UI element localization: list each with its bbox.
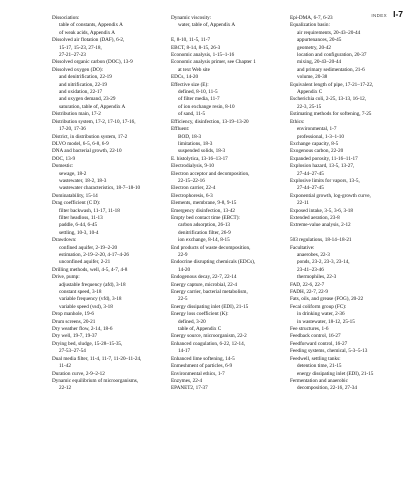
index-entry: table of, Appendix C (178, 326, 222, 333)
index-entry: limitations, 18-3 (178, 140, 213, 147)
index-entry: 17-20, 17-36 (59, 126, 86, 133)
index-entry: 15-17, 15-23, 27-18, (59, 44, 102, 51)
index-entry: Effluent: (171, 126, 190, 133)
index-entry: saturation, table of, Appendix A (59, 103, 126, 110)
index-entry: and denitrification, 22-19 (59, 74, 112, 81)
index-entry: and nitrification, 22-19 (59, 81, 107, 88)
index-entry: Elements, membrane, 9-8, 9-15 (171, 200, 237, 207)
index-entry: Dissociation: (52, 15, 80, 21)
index-entry: Feedback control, 16-27 (290, 333, 341, 340)
index-entry: Endogenous decay, 22-7, 22-14 (171, 274, 237, 281)
index-entry: Electrodialysis, 9-10 (171, 163, 214, 170)
index-entry: 23-41–23-46 (297, 266, 324, 273)
index-entry: and primary sedimentation, 21-6 (297, 66, 365, 73)
index-entry: Dry well, 19-7, 19-37 (52, 333, 98, 340)
index-entry: EBCT, 8-14, 8-15, 26-3 (171, 44, 221, 51)
index-entry: variable speed (vsd), 3-18 (59, 303, 113, 310)
index-entry: 27-44–27-45 (297, 185, 324, 192)
index-entry: geometry, 20-42 (297, 44, 331, 51)
index-entry: 22-3, 25-15 (297, 103, 322, 110)
index-entry: table of constants, Appendix A (59, 22, 123, 29)
index-entry: Dominatability, 15-14 (52, 192, 98, 199)
index-entry: E, 8-10, 11-5, 11-7 (171, 37, 211, 44)
index-entry: Distribution system, 17-2, 17-10, 17-16, (52, 118, 136, 125)
index-entry: decomposition, 22-16, 27-34 (297, 385, 357, 392)
index-entry: Dynamic equilibrium of microorganisms, (52, 377, 139, 384)
index-entry: Dual media filter, 11-4, 11-7, 11-20–11-24, (52, 355, 142, 362)
index-spacer (290, 230, 405, 237)
index-entry: anaerobes, 22-3 (297, 252, 330, 258)
index-entry: 27-44–27-45 (297, 170, 324, 177)
index-entry: Enhanced coagulation, 6-22, 12-14, (171, 340, 246, 347)
index-entry: Extended aeration, 23-8 (290, 214, 340, 221)
index-entry: mixing, 20-43–20-44 (297, 59, 342, 66)
index-entry: 503 regulations, 18-14–18-21 (290, 237, 352, 244)
index-entry: Exogenous carbon, 22-20 (290, 148, 344, 155)
index-entry: Exponential growth, log-growth curve, (290, 192, 371, 199)
index-entry: of filter media, 11-7 (178, 96, 220, 103)
index-entry: Effective size (E): (171, 81, 209, 88)
index-entry: Electron acceptor and decomposition, (171, 170, 250, 177)
index-entry: Economic analysis, 1-15–1-16 (171, 52, 235, 59)
index-entry: Exchange capacity, 8-5 (290, 140, 339, 147)
page-number: I-7 (393, 9, 403, 19)
index-entry: thermophiles, 22-3 (297, 274, 337, 281)
index-entry: Dissolved organic carbon (DOC), 13-9 (52, 59, 133, 66)
index-entry: wastewater characteristics, 18-7–18-10 (59, 185, 141, 192)
index-entry: of ion exchange resin, 8-10 (178, 103, 235, 110)
index-entry: Fecal coliform group (FC): (290, 303, 347, 310)
index-entry: and oxygen demand, 23-29 (59, 96, 116, 103)
index-entry: Explosive limits for vapors, 13-5, (290, 177, 360, 184)
index-entry: Fee structures, 1-6 (290, 326, 329, 333)
index-entry: settling, 10-3, 10-4 (59, 229, 99, 236)
index-entry: sewage, 18-2 (59, 170, 87, 177)
index-entry: Drum screens, 20-21 (52, 318, 96, 325)
index-entry: Energy capture, microbial, 22-4 (171, 281, 238, 288)
index-entry: defined, 8-10, 11-5 (178, 89, 218, 96)
index-entry: professional, 1-3–1-10 (297, 133, 344, 140)
index-entry: Energy carrier, bacterial metabolism, (171, 289, 248, 296)
index-entry: Facultative: (290, 244, 315, 251)
index-entry: Enzymes, 22-4 (171, 377, 203, 384)
index-columns (52, 15, 405, 393)
index-entry: estimation, 2-19–2-20, 4-17–4-26 (59, 252, 130, 258)
index-entry: Dynamic viscosity: (171, 15, 212, 21)
index-entry: BOD, 18-3 (178, 133, 202, 140)
index-entry: volume, 20-38 (297, 74, 328, 81)
index-entry: Energy loss coefficient (K): (171, 311, 229, 318)
index-entry: FADH, 22-7, 22-9 (290, 289, 328, 296)
index-entry: defined, 3-20 (178, 318, 206, 325)
index-entry: wastewater, 18-2, 18-3 (59, 177, 107, 184)
index-entry: Electrophoresis, 6-3 (171, 192, 213, 199)
index-entry: air requirements, 20-43–20-44 (297, 29, 361, 36)
index-entry: Feedforward control, 16-27 (290, 340, 348, 347)
section-label: INDEX (371, 13, 388, 18)
index-entry: Escherichia coli, 2-25, 13-13, 16-12, (290, 96, 367, 103)
index-entry: filter headloss, 11-13 (59, 214, 103, 221)
index-entry: E. histolytica, 13-16–13-17 (171, 155, 228, 162)
index-entry: variable frequency (vfd), 3-18 (59, 296, 122, 303)
index-entry: Feedwell, settling tanks: (290, 355, 341, 362)
index-entry: Extreme-value analysis, 2-12 (290, 222, 351, 229)
index-entry: DLVO model, 6-5, 6-8, 6-9 (52, 140, 109, 147)
index-entry: paddle, 6-44, 6-45 (59, 222, 98, 229)
index-entry: 11-42 (59, 363, 71, 370)
index-entry: of weak acids, Appendix A (59, 29, 116, 36)
index-entry: FAD, 22-6, 22-7 (290, 281, 325, 288)
index-entry: Drop manhole, 19-6 (52, 311, 94, 318)
index-entry: 14-20 (178, 266, 191, 273)
index-entry: Fermentation and anaerobic (290, 377, 348, 384)
index-entry: ponds, 23-2, 23-3, 23-14, (297, 259, 350, 266)
index-entry: appurtenances, 20-45 (297, 37, 342, 44)
index-entry: Drilling methods, well, 4-5, 4-7, 4-8 (52, 266, 128, 273)
index-entry: Empty bed contact time (EBCT): (171, 214, 240, 221)
index-entry: Economic analysis primer, see Chapter 1 (171, 59, 256, 66)
index-entry: water, table of, Appendix A (178, 22, 236, 29)
index-entry: Appendix C (297, 89, 323, 96)
index-entry: 22-5 (178, 296, 188, 303)
index-entry: 22-9 (178, 252, 188, 258)
index-entry: Endocrine disrupting chemicals (EDCs), (171, 259, 256, 266)
index-entry: of sand, 11-5 (178, 111, 206, 118)
index-entry: adjustable frequency (afd), 3-18 (59, 281, 126, 288)
index-entry: DNA and bacterial growth, 22-10 (52, 148, 122, 155)
index-entry: 22-11 (297, 200, 309, 207)
index-entry: location and configuration, 20-37 (297, 52, 367, 59)
index-entry: Epi-DMA, 6-7, 6-23 (290, 15, 333, 21)
index-entry: 27-21–27-23 (59, 52, 86, 59)
index-entry: Drag coefficient (C D): (52, 200, 101, 207)
index-entry: carbon adsorption, 26-13 (178, 222, 231, 229)
index-entry: Energy dissipating inlet (EDI), 21-15 (171, 303, 249, 310)
index-entry: environmental, 1-7 (297, 126, 337, 133)
index-entry: Distribution main, 17-2 (52, 111, 101, 118)
index-entry: Drive, pump: (52, 274, 80, 281)
index-entry: constant speed, 3-18 (59, 289, 102, 296)
index-entry: Exposed intake, 3-5, 3-6, 3-18 (290, 207, 353, 214)
index-column-right (290, 15, 405, 393)
index-entry: confined aquifer, 2-19–2-20 (59, 244, 118, 251)
index-entry: EDCs, 14-20 (171, 74, 199, 81)
index-entry: Duration curve, 2-9–2-12 (52, 370, 105, 377)
index-entry: Energy source, microorganism, 22-2 (171, 333, 247, 340)
index-entry: Dissolved oxygen (DO): (52, 66, 104, 73)
index-entry: Drying bed, sludge, 15-28–15-35, (52, 340, 123, 347)
index-entry: 22-15–22-16 (178, 177, 205, 184)
index-entry: Efficiency, disinfection, 13-19–13-20 (171, 118, 249, 125)
index-entry: Feeding systems, chemical, 5-3–5-13 (290, 348, 368, 355)
index-entry: District, in distribution system, 17-2 (52, 133, 128, 140)
index-entry: unconfined aquifer, 2-21 (59, 259, 111, 266)
index-entry: detention time, 21-15 (297, 363, 342, 370)
index-entry: filter backwash, 11-17, 11-18 (59, 207, 120, 214)
index-column-left (52, 15, 167, 393)
index-entry: Enmeshment of particles, 6-9 (171, 363, 233, 370)
index-entry: Equivalent length of pipe, 17-21–17-22, (290, 81, 374, 88)
index-entry: denitrification filter, 26-9 (178, 229, 231, 236)
index-entry: in drinking water, 2-36 (297, 311, 345, 318)
index-entry: Fats, oils, and grease (FOG), 20-22 (290, 296, 364, 303)
index-entry: 27-53–27-54 (59, 348, 86, 355)
index-entry: Drawdown: (52, 237, 77, 244)
index-entry: at text Web site (178, 66, 210, 73)
index-entry: Emergency disinfection, 13-42 (171, 207, 236, 214)
index-entry: 22-12 (59, 385, 72, 392)
index-entry: Domestic: (52, 163, 74, 170)
index-column-middle (171, 15, 286, 393)
index-entry: Expanded porosity, 11-16–11-17 (290, 155, 358, 162)
index-entry: 14-17 (178, 348, 191, 355)
index-entry: Enhanced lime softening, 14-5 (171, 355, 235, 362)
index-entry: ion exchange, 8-14, 8-15 (178, 237, 230, 244)
index-entry: energy dissipating inlet (EDI), 21-15 (297, 370, 374, 377)
index-entry: Equalization basin: (290, 22, 330, 29)
index-entry: End products of waste decomposition, (171, 244, 251, 251)
index-entry: Environmental ethics, 1-7 (171, 370, 225, 377)
index-entry: Ethics: (290, 118, 305, 125)
index-entry: Electron carrier, 22-4 (171, 185, 216, 192)
index-entry: in wastewater, 18-12, 25-15 (297, 318, 355, 325)
index-entry: Explosion hazard, 13-5, 13-27, (290, 163, 355, 170)
index-spacer (171, 30, 286, 37)
index-entry: EPANET2, 17-37 (171, 385, 208, 392)
index-entry: Dry weather flow, 2-14, 18-6 (52, 326, 113, 333)
index-entry: and oxidation, 22-17 (59, 89, 103, 96)
index-entry: Estimating methods for softening, 7-25 (290, 111, 372, 118)
index-entry: DOC, 13-9 (52, 155, 76, 162)
index-entry: suspended solids, 18-3 (178, 148, 226, 155)
index-entry: Dissolved air flotation (DAF), 6-2, (52, 37, 125, 44)
